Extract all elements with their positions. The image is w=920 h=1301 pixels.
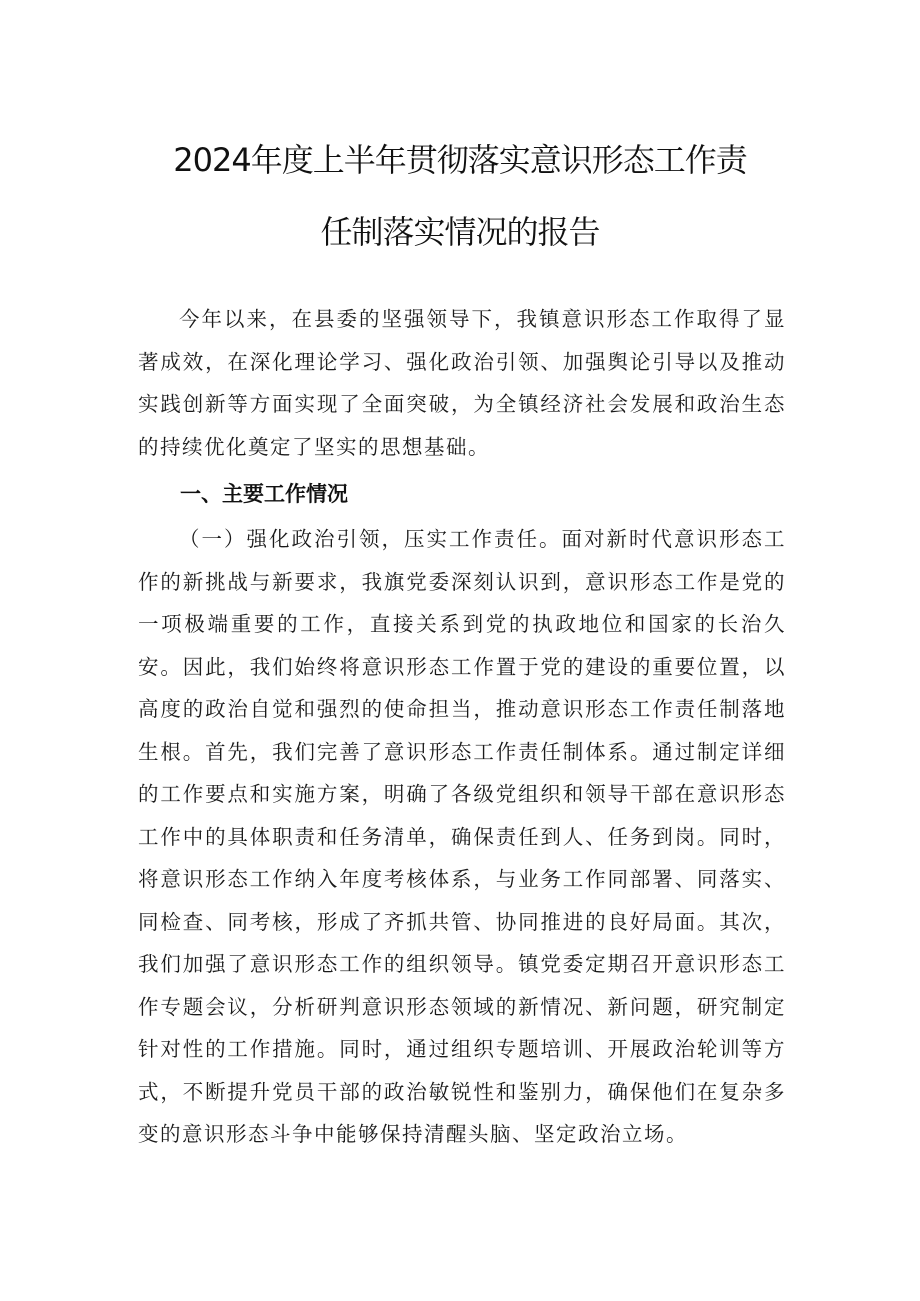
intro-paragraph: 今年以来，在县委的坚强领导下，我镇意识形态工作取得了显著成效，在深化理论学习、强化政治引领、加强舆论引导以及推动实践创新等方面实现了全面突破，为全镇经济社会发展和政治生态的持续优化奠定了坚实的思想基础。	[138, 307, 786, 459]
document-title-line-1: 2024年度上半年贯彻落实意识形态工作责	[173, 141, 747, 179]
body-paragraph: （一）强化政治引领，压实工作责任。面对新时代意识形态工作的新挑战与新要求，我旗党委深刻认识到，意识形态工作是党的一项极端重要的工作，直接关系到党的执政地位和国家的长治久安。因此，我们始终将意识形态工作置于党的建设的重要位置，以高度的政治自觉和强烈的使命担当，推动意识形态工作责任制落地生根。首先，我们完善了意识形态工作责任制体系。通过制定详细的工作要点和实施方案，明确了各级党组织和领导干部在意识形态工作中的具体职责和任务清单，确保责任到人、任务到岗。同时，将意识形态工作纳入年度考核体系，与业务工作同部署、同落实、同检查、同考核，形成了齐抓共管、协同推进的良好局面。其次，我们加强了意识形态工作的组织领导。镇党委定期召开意识形态工作专题会议，分析研判意识形态领域的新情况、新问题，研究制定针对性的工作措施。同时，通过组织专题培训、开展政治轮训等方式，不断提升党员干部的政治敏锐性和鉴别力，确保他们在复杂多变的意识形态斗争中能够保持清醒头脑、坚定政治立场。	[138, 527, 786, 1146]
section-heading: 一、主要工作情况	[180, 482, 348, 506]
document-title-line-2: 任制落实情况的报告	[320, 213, 600, 251]
